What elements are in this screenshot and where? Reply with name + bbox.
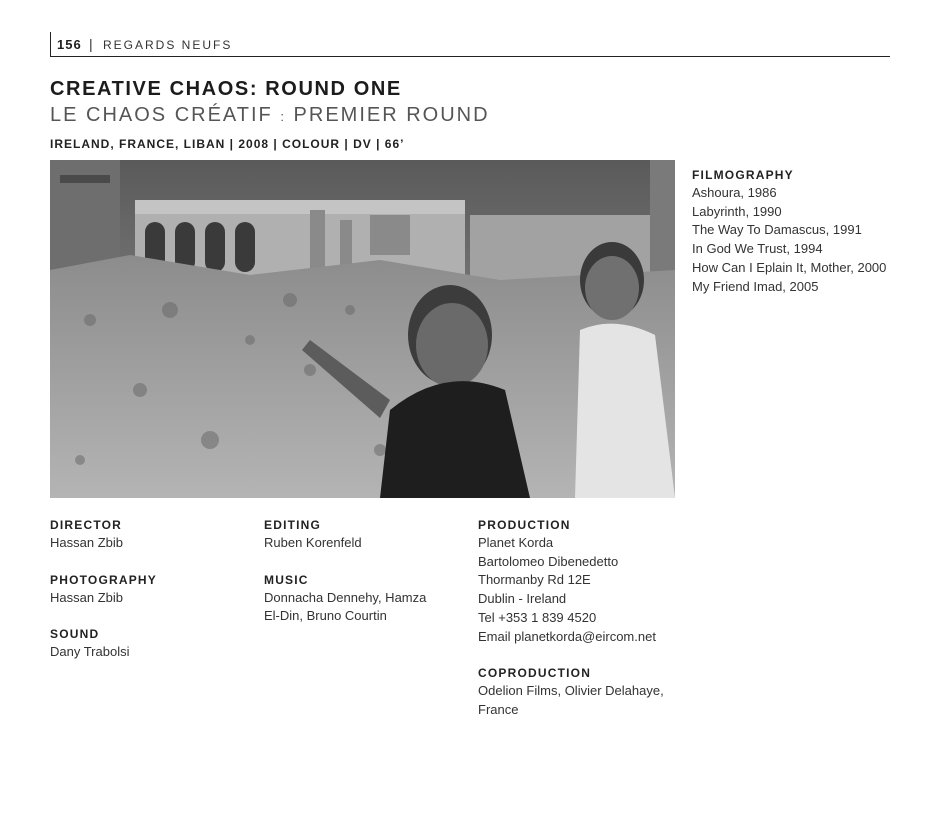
production-line: Dublin - Ireland (478, 591, 567, 607)
page-header (50, 32, 890, 57)
header-separator: | (89, 36, 93, 52)
sound-label: SOUND (50, 627, 100, 642)
filmography-item: The Way To Damascus, 1991 (692, 222, 862, 238)
filmography-section (692, 166, 892, 296)
coproduction-line: France (478, 701, 519, 717)
director-label: DIRECTOR (50, 518, 123, 532)
credits-column-2 (264, 516, 464, 644)
music-value-line: Donnacha Dennehy, Hamza (264, 589, 427, 605)
filmography-item: My Friend Imad, 2005 (692, 278, 819, 294)
credits-column-1 (50, 516, 250, 680)
section-title: REGARDS NEUFS (103, 38, 233, 52)
coproduction-line: Odelion Films, Olivier Delahaye, (478, 683, 664, 699)
filmography-item: How Can I Eplain It, Mother, 2000 (692, 259, 887, 275)
photography-value: Hassan Zbib (50, 589, 123, 605)
filmography-item: Labyrinth, 1990 (692, 203, 782, 219)
production-line: Thormanby Rd 12E (478, 572, 591, 588)
music-block (264, 571, 464, 626)
editing-label: EDITING (264, 518, 322, 532)
filmography-item: In God We Trust, 1994 (692, 241, 823, 257)
production-line: Tel +353 1 839 4520 (478, 609, 597, 625)
production-block (478, 516, 683, 646)
editing-block (264, 516, 464, 553)
sound-value: Dany Trabolsi (50, 644, 130, 660)
filmography-label: FILMOGRAPHY (692, 168, 794, 182)
film-title-english: CREATIVE CHAOS: ROUND ONE (50, 78, 402, 100)
film-title-french (50, 104, 490, 127)
credits-column-3 (478, 516, 683, 738)
film-meta: IRELAND, FRANCE, LIBAN | 2008 | COLOUR | DV | 66’ (50, 137, 405, 151)
coproduction-block (478, 664, 683, 719)
french-title-colon: : (280, 109, 286, 124)
production-line: Planet Korda (478, 535, 554, 550)
filmography-item: Ashoura, 1986 (692, 185, 777, 200)
production-label: PRODUCTION (478, 518, 571, 532)
french-title-part1: LE CHAOS CRÉATIF (50, 104, 273, 126)
music-label: MUSIC (264, 572, 309, 587)
page-number: 156 (57, 37, 82, 52)
film-still-illustration (50, 160, 675, 498)
photography-block (50, 571, 250, 608)
photography-label: PHOTOGRAPHY (50, 572, 157, 587)
editing-value: Ruben Korenfeld (264, 535, 362, 550)
director-value: Hassan Zbib (50, 535, 123, 550)
coproduction-label: COPRODUCTION (478, 666, 592, 681)
director-block (50, 516, 250, 553)
production-email[interactable]: Email planetkorda@eircom.net (478, 628, 656, 644)
music-value-line: El-Din, Bruno Courtin (264, 608, 387, 624)
french-title-part2: PREMIER ROUND (293, 104, 490, 126)
production-line: Bartolomeo Dibenedetto (478, 553, 619, 569)
film-still-image (50, 160, 675, 498)
sound-block (50, 625, 250, 662)
